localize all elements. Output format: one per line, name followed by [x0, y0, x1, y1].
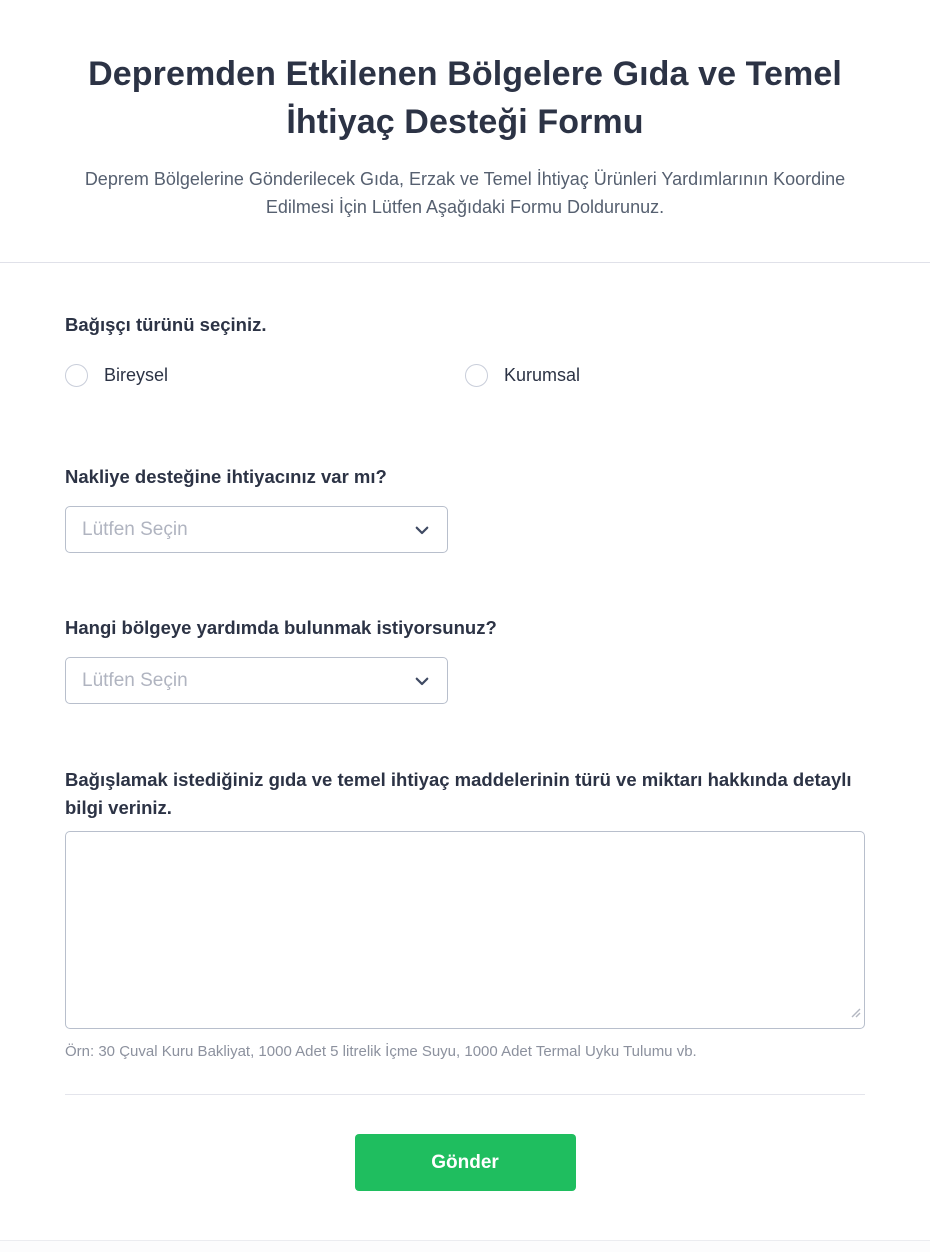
shipping-support-label: Nakliye desteğine ihtiyacınız var mı? — [65, 466, 387, 488]
shipping-support-selected-value: Lütfen Seçin — [82, 518, 188, 540]
question-shipping-support — [65, 464, 865, 553]
page-subtitle: Deprem Bölgelerine Gönderilecek Gıda, Erzak ve Temel İhtiyaç Ürünleri Yardımlarının Koordine Edilmesi İçin Lütfen Aşağıdaki Formu Doldurunuz. — [84, 168, 846, 218]
donor-type-options — [65, 364, 865, 387]
radio-option-kurumsal[interactable] — [465, 364, 865, 387]
radio-label-bireysel: Bireysel — [104, 365, 169, 386]
submit-section — [65, 1094, 865, 1232]
donor-type-label: Bağışçı türünü seçiniz. — [65, 314, 267, 336]
target-region-selected-value: Lütfen Seçin — [82, 669, 188, 691]
target-region-select[interactable] — [65, 657, 448, 704]
shipping-support-select[interactable] — [65, 506, 448, 553]
donation-details-field-wrap — [65, 831, 865, 1029]
form-header — [0, 0, 930, 263]
target-region-label: Hangi bölgeye yardımda bulunmak istiyorsunuz? — [65, 617, 497, 639]
page-bottom-edge — [0, 1240, 930, 1252]
page-title: Depremden Etkilenen Bölgelere Gıda ve Temel İhtiyaç Desteği Formu — [88, 55, 842, 142]
question-target-region — [65, 615, 865, 704]
donation-details-helper-text: Örn: 30 Çuval Kuru Bakliyat, 1000 Adet 5 litrelik İçme Suyu, 1000 Adet Termal Uyku Tulumu vb. — [65, 1043, 697, 1061]
chevron-down-icon — [413, 672, 431, 690]
radio-button-kurumsal[interactable] — [465, 364, 488, 387]
submit-button[interactable]: Gönder — [355, 1134, 576, 1191]
radio-label-kurumsal: Kurumsal — [504, 365, 581, 386]
donation-details-textarea[interactable] — [65, 831, 865, 1029]
donation-details-label: Bağışlamak istediğiniz gıda ve temel ihtiyaç maddelerinin türü ve miktarı hakkında detaylı bilgi veriniz. — [65, 769, 852, 819]
question-donor-type — [65, 312, 865, 387]
radio-option-bireysel[interactable] — [65, 364, 465, 387]
chevron-down-icon — [413, 521, 431, 539]
radio-button-bireysel[interactable] — [65, 364, 88, 387]
form-body — [0, 263, 930, 1240]
question-donation-details — [65, 766, 865, 1061]
